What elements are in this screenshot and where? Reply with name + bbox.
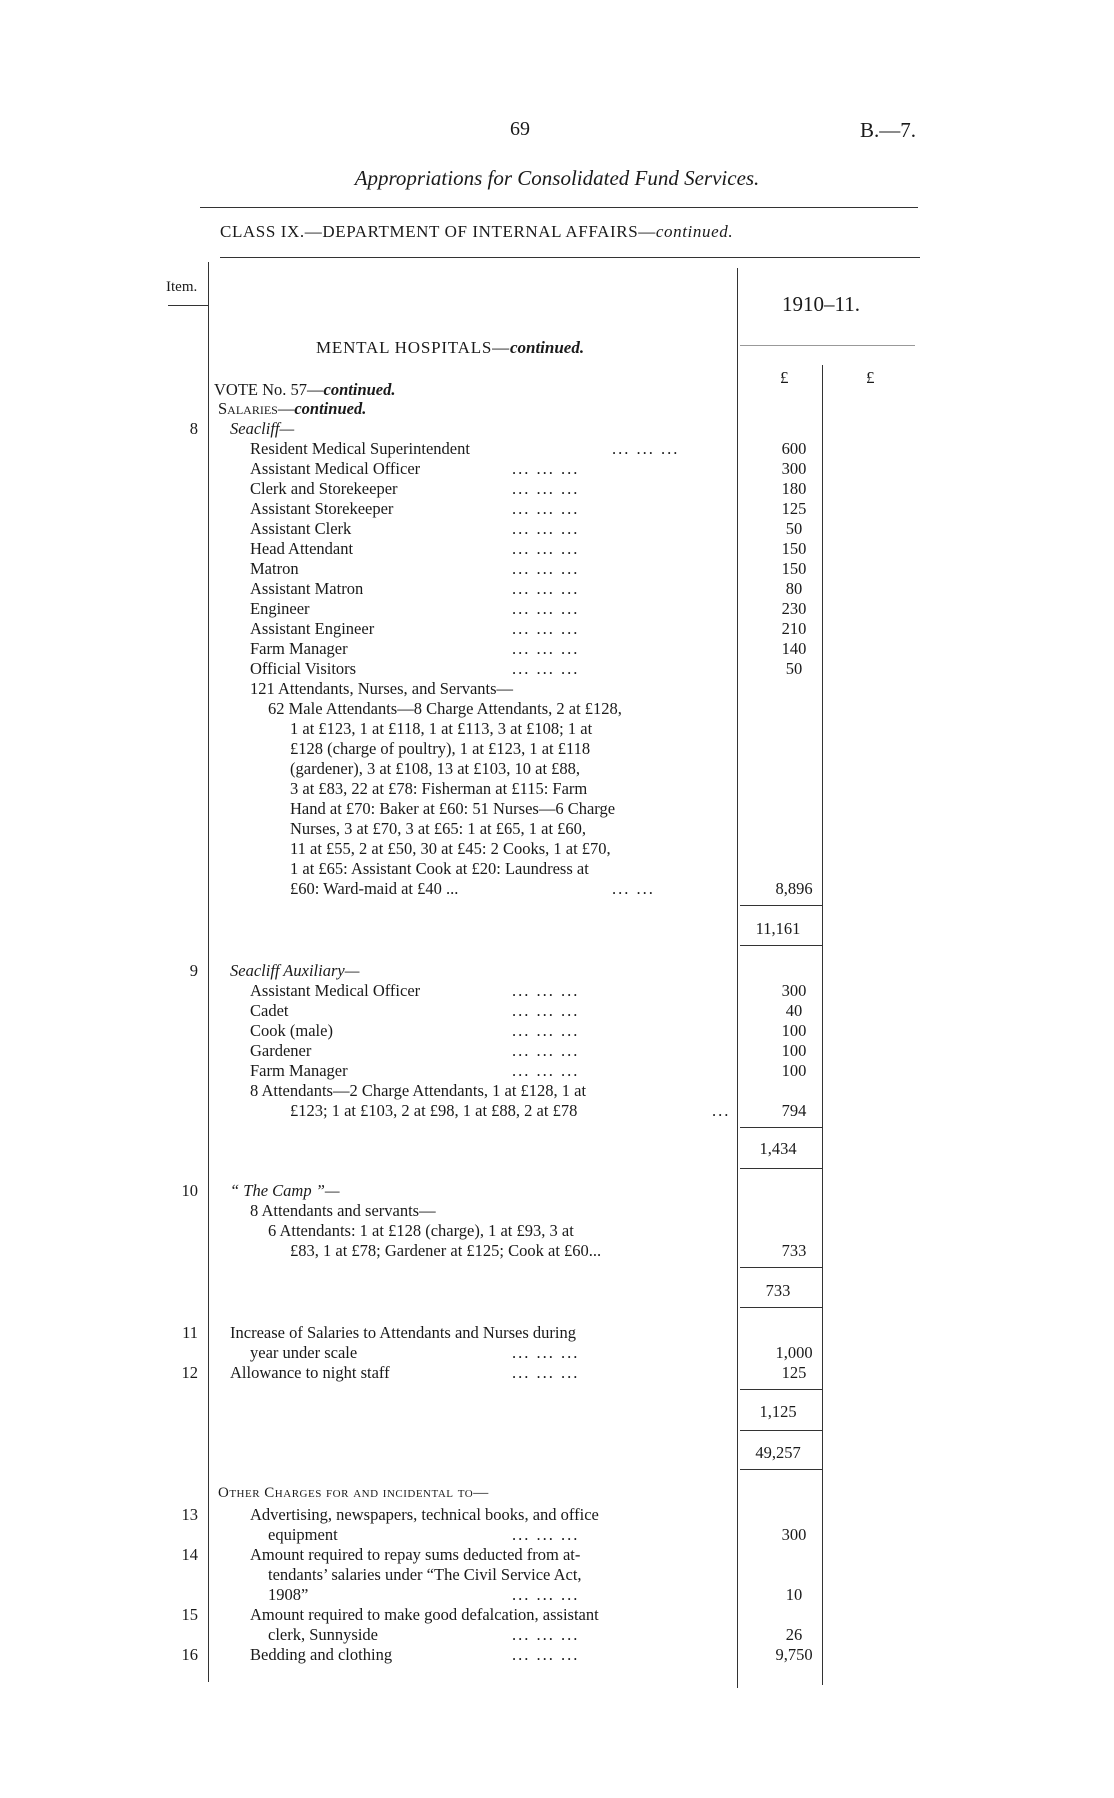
- leader-dots: ... ... ...: [512, 639, 580, 658]
- line-label: Assistant Medical Officer: [250, 981, 421, 1000]
- item-header-rule: [168, 305, 208, 306]
- salaries-heading: [218, 399, 366, 419]
- leader-dots: ... ... ...: [612, 439, 680, 458]
- leader-dots: ... ... ...: [512, 1645, 580, 1664]
- line-amount: 210: [781, 619, 807, 638]
- leader-dots: ... ... ...: [512, 499, 580, 518]
- line-amount: 150: [781, 559, 807, 578]
- attendants-detail-line: £128 (charge of poultry), 1 at £123, 1 at £118: [290, 739, 591, 758]
- charge-line: clerk, Sunnyside: [268, 1625, 378, 1644]
- item-column-header: Item.: [166, 279, 198, 295]
- increase-line: Increase of Salaries to Attendants and Nurses during: [230, 1323, 576, 1342]
- total-rule: [740, 1307, 822, 1308]
- line-label: Farm Manager: [250, 639, 348, 658]
- item-number-14: 14: [181, 1545, 198, 1564]
- subtotal-11-12: 1,125: [759, 1402, 797, 1421]
- pound-sign-col2: £: [866, 368, 875, 387]
- line-label: Assistant Engineer: [250, 619, 375, 638]
- vote-continued: continued.: [323, 380, 396, 399]
- vote-heading: [214, 380, 396, 400]
- attendants-amount: 8,896: [775, 879, 813, 898]
- attendants-detail-line: 11 at £55, 2 at £50, 30 at £45: 2 Cooks, 1 at £70,: [290, 839, 611, 858]
- item-number-8: 8: [189, 419, 198, 438]
- attendants-detail-line: £60: Ward-maid at £40 ...: [290, 879, 459, 898]
- line-label: Matron: [250, 559, 299, 578]
- line-amount: 180: [781, 479, 807, 498]
- leader-dots: ... ... ...: [512, 519, 580, 538]
- line-amount: 300: [781, 981, 807, 1000]
- class-heading-continued: continued.: [655, 222, 734, 241]
- leader-dots: ... ... ...: [512, 981, 580, 1000]
- line-label: Gardener: [250, 1041, 312, 1060]
- line-amount: 150: [781, 539, 807, 558]
- leader-dots: ... ... ...: [512, 659, 580, 678]
- salaries-text: Salaries—: [218, 399, 295, 418]
- leader-dots: ... ... ...: [512, 619, 580, 638]
- item-number-10: 10: [181, 1181, 198, 1200]
- subtotal-rule: [740, 1389, 822, 1390]
- line-label: Assistant Clerk: [250, 519, 352, 538]
- attendants-heading: 121 Attendants, Nurses, and Servants—: [250, 679, 514, 698]
- leader-dots: ... ... ...: [512, 1041, 580, 1060]
- leader-dots: ... ...: [612, 879, 655, 898]
- leader-dots: ... ... ...: [512, 1625, 580, 1644]
- seacliff-heading: Seacliff—: [230, 419, 295, 438]
- title-rule: [200, 207, 918, 208]
- the-camp-heading: “ The Camp ”—: [230, 1181, 340, 1200]
- line-label: Official Visitors: [250, 659, 357, 678]
- the-camp-total: 733: [765, 1281, 791, 1300]
- section-title-text: MENTAL HOSPITALS—: [316, 338, 510, 357]
- attendants-detail-line: (gardener), 3 at £108, 13 at £103, 10 at £88,: [290, 759, 581, 778]
- increase-amount: 1,000: [775, 1343, 813, 1362]
- attendants-detail-line: Hand at £70: Baker at £60: 51 Nurses—6 Charge: [290, 799, 616, 818]
- item-number-15: 15: [181, 1605, 198, 1624]
- night-staff-amount: 125: [781, 1363, 807, 1382]
- total-rule: [740, 1430, 822, 1431]
- attendants-detail-line: 1 at £65: Assistant Cook at £20: Laundress at: [290, 859, 589, 878]
- line-label: Resident Medical Superintendent: [250, 439, 470, 458]
- leader-dots: ... ... ...: [512, 1343, 580, 1362]
- page-title: Appropriations for Consolidated Fund Services.: [354, 166, 760, 190]
- charge-line: Amount required to make good defalcation, assistant: [250, 1605, 599, 1624]
- seacliff-auxiliary-total: 1,434: [759, 1139, 797, 1158]
- line-amount: 100: [781, 1021, 807, 1040]
- year-rule: [740, 345, 915, 346]
- item-number-11: 11: [182, 1323, 198, 1342]
- charge-amount: 26: [785, 1625, 803, 1644]
- item-number-9: 9: [189, 961, 198, 980]
- line-label: Farm Manager: [250, 1061, 348, 1080]
- the-camp-detail-line: £83, 1 at £78; Gardener at £125; Cook at £60...: [290, 1241, 602, 1260]
- charge-line: 1908”: [268, 1585, 309, 1604]
- increase-line: year under scale: [250, 1343, 358, 1362]
- line-label: Cadet: [250, 1001, 289, 1020]
- charge-amount: 9,750: [775, 1645, 813, 1664]
- section-title-continued: continued.: [509, 338, 585, 357]
- section-title: [316, 338, 584, 358]
- total-rule: [740, 945, 822, 946]
- attendants-detail-line: 62 Male Attendants—8 Charge Attendants, 2 at £128,: [268, 699, 622, 718]
- subtotal-rule: [740, 1267, 822, 1268]
- line-amount: 80: [785, 579, 803, 598]
- salaries-continued: continued.: [294, 399, 367, 418]
- line-amount: 100: [781, 1061, 807, 1080]
- line-amount: 140: [781, 639, 807, 658]
- line-amount: 50: [785, 519, 803, 538]
- charge-line: Advertising, newspapers, technical books, and office: [250, 1505, 599, 1524]
- night-staff-label: Allowance to night staff: [230, 1363, 390, 1382]
- charge-line: Amount required to repay sums deducted from at-: [250, 1545, 581, 1564]
- leader-dots: ... ... ...: [512, 539, 580, 558]
- charge-line: tendants’ salaries under “The Civil Service Act,: [268, 1565, 582, 1584]
- line-amount: 230: [781, 599, 807, 618]
- total-rule: [740, 1469, 822, 1470]
- leader-dots: ... ... ...: [512, 1021, 580, 1040]
- line-label: Assistant Matron: [250, 579, 364, 598]
- subtotal-rule: [740, 1127, 822, 1128]
- item-number-16: 16: [181, 1645, 198, 1664]
- attendants-amount: 794: [781, 1101, 807, 1120]
- charge-line: equipment: [268, 1525, 338, 1544]
- line-amount: 600: [781, 439, 807, 458]
- fiscal-year: 1910–11.: [782, 292, 860, 316]
- other-charges-heading: Other Charges for and incidental to—: [218, 1485, 489, 1501]
- document-reference: B.—7.: [860, 118, 917, 142]
- line-amount: 100: [781, 1041, 807, 1060]
- line-label: Cook (male): [250, 1021, 333, 1040]
- attendants-detail-line: 1 at £123, 1 at £118, 1 at £113, 3 at £108; 1 at: [290, 719, 593, 738]
- class-rule: [220, 257, 920, 258]
- line-label: Assistant Medical Officer: [250, 459, 421, 478]
- item-column-divider: [208, 262, 209, 1682]
- attendants-detail-line: £123; 1 at £103, 2 at £98, 1 at £88, 2 at £78: [290, 1101, 578, 1120]
- line-amount: 40: [785, 1001, 803, 1020]
- line-label: Assistant Storekeeper: [250, 499, 394, 518]
- leader-dots: ... ... ...: [512, 479, 580, 498]
- seacliff-total: 11,161: [755, 919, 801, 938]
- pound-sign-col1: £: [780, 368, 789, 387]
- page-number: 69: [510, 118, 530, 140]
- line-label: Engineer: [250, 599, 310, 618]
- the-camp-amount: 733: [781, 1241, 807, 1260]
- class-heading-text: CLASS IX.—DEPARTMENT OF INTERNAL AFFAIRS—: [220, 222, 656, 241]
- total-rule: [740, 1168, 822, 1169]
- charge-amount: 300: [781, 1525, 807, 1544]
- leader-dots: ... ... ...: [512, 1001, 580, 1020]
- leader-dots: ... ... ...: [512, 559, 580, 578]
- subtotal-rule: [740, 905, 822, 906]
- line-amount: 50: [785, 659, 803, 678]
- amount-column-divider: [737, 268, 738, 1688]
- attendants-detail-line: Nurses, 3 at £70, 3 at £65: 1 at £65, 1 at £60,: [290, 819, 587, 838]
- item-number-12: 12: [181, 1363, 198, 1382]
- charge-line: Bedding and clothing: [250, 1645, 393, 1664]
- the-camp-subheading: 8 Attendants and servants—: [250, 1201, 436, 1220]
- leader-dots: ... ... ...: [512, 1585, 580, 1604]
- vote-text: VOTE No. 57—: [214, 380, 324, 399]
- item-number-13: 13: [181, 1505, 198, 1524]
- the-camp-detail-line: 6 Attendants: 1 at £128 (charge), 1 at £93, 3 at: [268, 1221, 574, 1240]
- attendants-detail-line: 8 Attendants—2 Charge Attendants, 1 at £128, 1 at: [250, 1081, 587, 1100]
- leader-dots: ... ... ...: [512, 1061, 580, 1080]
- salaries-grand-total: 49,257: [755, 1443, 801, 1462]
- leader-dots: ...: [712, 1101, 731, 1120]
- leader-dots: ... ... ...: [512, 599, 580, 618]
- line-label: Clerk and Storekeeper: [250, 479, 398, 498]
- leader-dots: ... ... ...: [512, 1363, 580, 1382]
- line-amount: 300: [781, 459, 807, 478]
- line-amount: 125: [781, 499, 807, 518]
- seacliff-auxiliary-heading: Seacliff Auxiliary—: [230, 961, 360, 980]
- attendants-detail-line: 3 at £83, 22 at £78: Fisherman at £115: Farm: [290, 779, 588, 798]
- charge-amount: 10: [785, 1585, 803, 1604]
- leader-dots: ... ... ...: [512, 459, 580, 478]
- leader-dots: ... ... ...: [512, 579, 580, 598]
- line-label: Head Attendant: [250, 539, 354, 558]
- leader-dots: ... ... ...: [512, 1525, 580, 1544]
- class-heading: [220, 222, 733, 242]
